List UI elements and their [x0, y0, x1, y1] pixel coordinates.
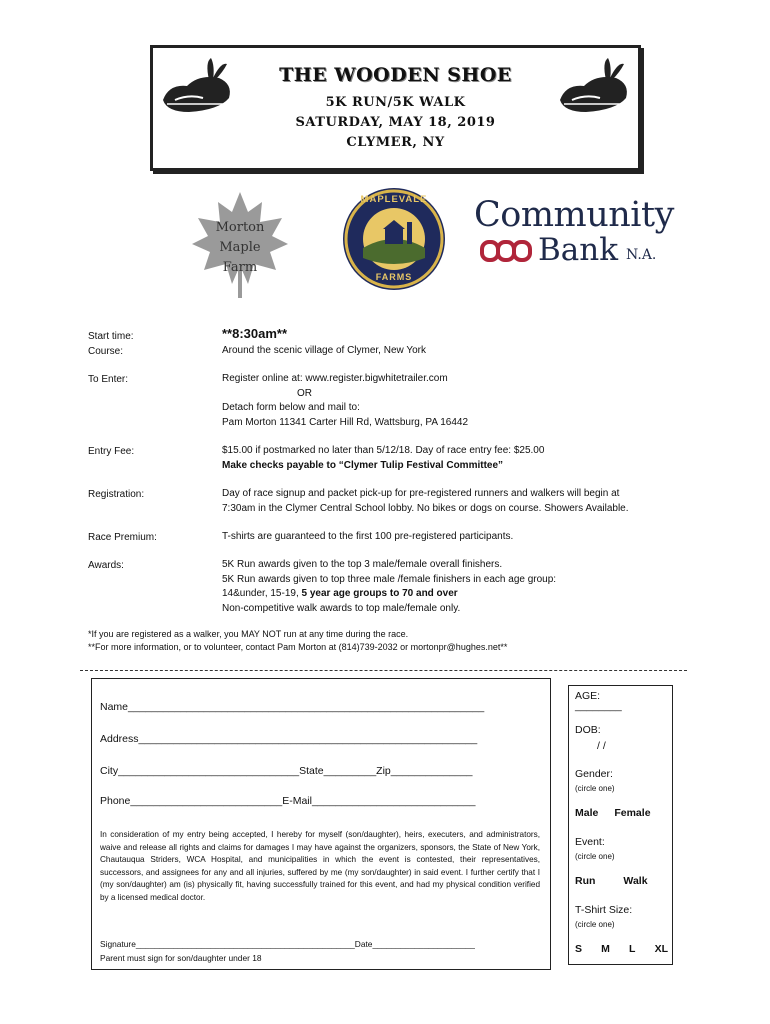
phone-email-field[interactable]: Phone__________________________E-Mail____________________________ [100, 795, 476, 807]
detach-text: Detach form below and mail to: [222, 402, 360, 413]
seal-top-text: MAPLEVALE [360, 194, 428, 205]
awards-text: 5K Run awards given to the top 3 male/female overall finishers. [222, 559, 503, 570]
event-run-option[interactable]: Run [575, 875, 596, 887]
register-online-text: Register online at: www.register.bigwhitetrailer.com [222, 373, 448, 384]
tear-line [80, 670, 687, 671]
to-enter-value [222, 372, 468, 430]
morton-maple-farm-logo [190, 190, 290, 300]
signature-field[interactable]: Signature_______________________________________________Date______________________ [100, 939, 475, 949]
bank-word: Bank [538, 232, 619, 268]
size-l-option[interactable]: L [629, 943, 636, 955]
course-value: Around the scenic village of Clymer, New York [222, 345, 426, 356]
registration-form [91, 678, 551, 970]
logo-text: Maple [219, 240, 261, 255]
awards-text: Non-competitive walk awards to top male/female only. [222, 602, 461, 614]
circle-one-text: (circle one) [575, 784, 615, 793]
size-s-option[interactable]: S [575, 943, 583, 955]
dob-field[interactable]: / / [597, 740, 606, 752]
waiver-text: In consideration of my entry being accepted, I hereby for myself (son/daughter), heirs, executers, and administrators, waive and release all rights and claims for damages I may have against the organizers, sponsors, the State of New York, Chautauqua Striders, WCA Hospital, and municipalities in which the event is contested, their representatives, successors, and assignees for any and all injuries, suffered by me (my son/daughter) in said event. I further certify that I (my son/daughter) am (is) physically fit, having successfully trained for this event, and had my physical condition verified by a licensed medical doctor. [100, 830, 540, 902]
event-label: Event: [575, 836, 605, 848]
reg-text: 7:30am in the Clymer Central School lobby. No bikes or dogs on course. Showers Available. [222, 502, 629, 514]
age-field[interactable]: ________ [575, 700, 622, 712]
registration-label: Registration: [88, 489, 145, 500]
race-header [150, 45, 641, 171]
gender-male-option[interactable]: Male [575, 807, 599, 819]
maplevale-farms-logo [341, 186, 447, 292]
or-text: OR [297, 387, 312, 399]
name-field[interactable]: Name_____________________________________________________________ [100, 701, 485, 713]
awards-value [222, 558, 556, 616]
start-time-value: **8:30am** [222, 326, 288, 341]
logo-text: Farm [222, 260, 258, 275]
race-title: THE WOODEN SHOE [279, 64, 512, 86]
race-date: SATURDAY, MAY 18, 2019 [295, 115, 496, 130]
address-field[interactable]: Address__________________________________________________________ [100, 733, 478, 745]
circle-one-text: (circle one) [575, 852, 615, 861]
awards-label: Awards: [88, 560, 124, 571]
race-type: 5K RUN/5K WALK [325, 95, 466, 110]
awards-text: 5K Run awards given to top three male /female finishers in each age group: [222, 573, 557, 585]
awards-text [222, 587, 556, 602]
size-xl-option[interactable]: XL [654, 943, 668, 955]
bank-chain-icon [480, 236, 532, 266]
community-bank-logo [474, 196, 674, 276]
race-premium-value: T-shirts are guaranteed to the first 100 pre-registered participants. [222, 531, 514, 542]
to-enter-label: To Enter: [88, 374, 129, 385]
race-location: CLYMER, NY [346, 135, 445, 150]
circle-one-text: (circle one) [575, 920, 615, 929]
reg-text: Day of race signup and packet pick-up for pre-registered runners and walkers will begin at [222, 488, 620, 499]
gender-label: Gender: [575, 768, 613, 780]
age-label: AGE: [575, 690, 601, 702]
age-groups-text: 14&under, 15-19, [222, 588, 302, 599]
race-premium-label: Race Premium: [88, 532, 157, 543]
gender-female-option[interactable]: Female [614, 807, 651, 819]
registration-value [222, 487, 629, 516]
bank-name: Community [474, 195, 674, 235]
logo-text: Morton [215, 220, 265, 235]
start-time-label: Start time: [88, 331, 134, 342]
dob-label: DOB: [575, 724, 601, 736]
parent-note: Parent must sign for son/daughter under 18 [100, 953, 262, 963]
size-m-option[interactable]: M [601, 943, 610, 955]
event-walk-option[interactable]: Walk [623, 875, 648, 887]
seal-bottom-text: FARMS [375, 272, 413, 282]
fee-text: $15.00 if postmarked no later than 5/12/18. Day of race entry fee: $25.00 [222, 445, 545, 456]
payable-text: Make checks payable to “Clymer Tulip Festival Committee” [222, 459, 504, 471]
entry-fee-value [222, 444, 544, 473]
city-state-zip-field[interactable]: City_______________________________State_________Zip______________ [100, 765, 473, 777]
contact-note: **For more information, or to volunteer, contact Pam Morton at (814)739-2032 or mortonpr@hughes.net** [88, 642, 508, 652]
entry-fee-label: Entry Fee: [88, 446, 135, 457]
mail-address-text: Pam Morton 11341 Carter Hill Rd, Wattsburg, PA 16442 [222, 416, 469, 428]
entrant-details [568, 685, 673, 965]
course-label: Course: [88, 346, 124, 357]
age-groups-bold: 5 year age groups to 70 and over [301, 588, 458, 599]
tshirt-label: T-Shirt Size: [575, 904, 633, 916]
bank-suffix: N.A. [626, 247, 657, 263]
walker-note: *If you are registered as a walker, you MAY NOT run at any time during the race. [88, 629, 409, 639]
